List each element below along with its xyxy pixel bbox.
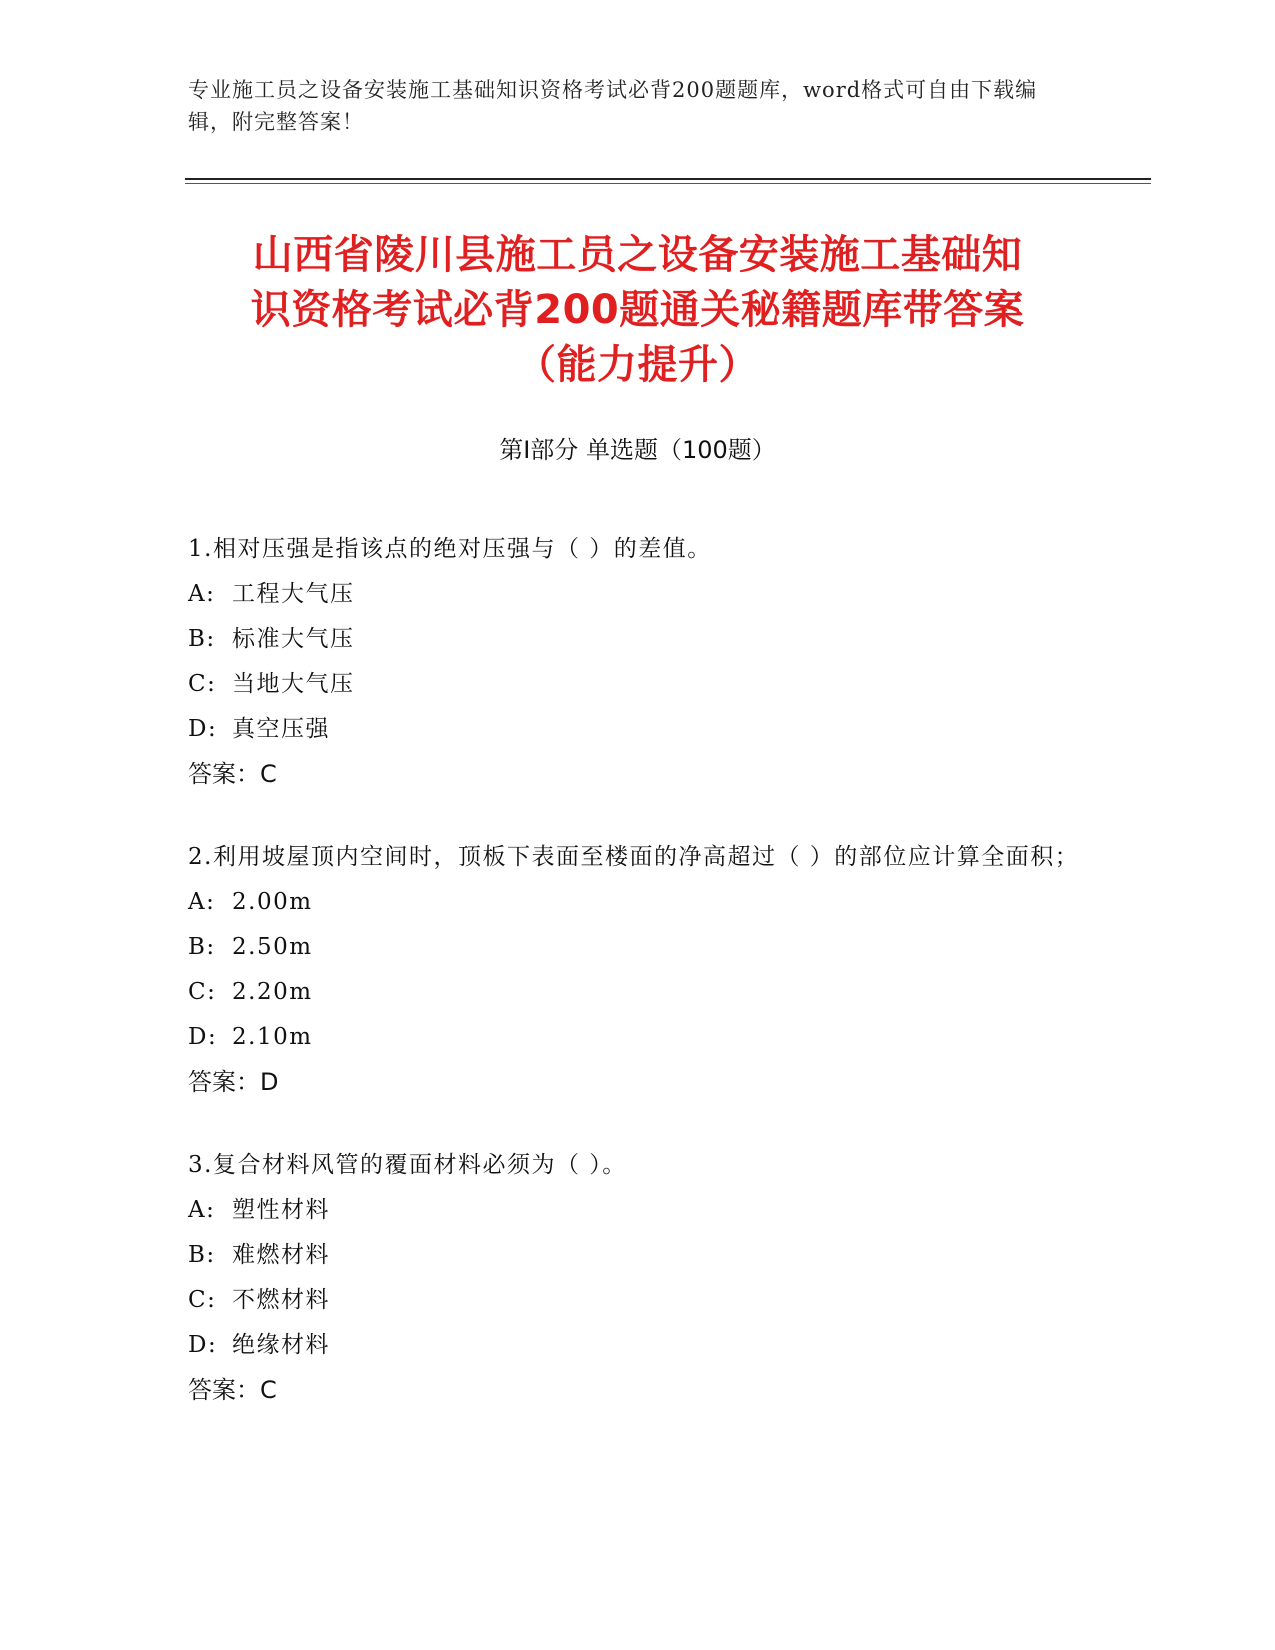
answer: 答案：D <box>188 1068 279 1096</box>
document-title <box>150 228 1125 393</box>
option-text: 不燃材料 <box>232 1287 330 1313</box>
option-key: D: <box>188 1024 218 1050</box>
option-text: 难燃材料 <box>232 1242 330 1268</box>
option-key: C: <box>188 979 217 1005</box>
answer: 答案：C <box>188 1376 277 1404</box>
option-key: B: <box>188 626 216 652</box>
option-text: 当地大气压 <box>232 671 355 697</box>
header-divider-thick <box>185 178 1151 180</box>
question-list <box>188 527 1088 1451</box>
option-d <box>188 707 1088 752</box>
option-key: D: <box>188 1332 218 1358</box>
option-key: C: <box>188 671 217 697</box>
question-2 <box>188 835 1088 1105</box>
option-text: 塑性材料 <box>232 1197 330 1223</box>
document-title-line-3: （能力提升） <box>516 342 759 388</box>
option-key: B: <box>188 1242 216 1268</box>
option-key: B: <box>188 934 216 960</box>
option-text: 真空压强 <box>232 716 330 742</box>
option-b <box>188 617 1088 662</box>
document-title-line-2: 识资格考试必背200题通关秘籍题库带答案 <box>250 287 1025 333</box>
option-d <box>188 1015 1088 1060</box>
question-text: 1.相对压强是指该点的绝对压强与（ ）的差值。 <box>188 536 712 562</box>
option-key: A: <box>188 581 216 607</box>
option-text: 绝缘材料 <box>232 1332 330 1358</box>
option-text: 工程大气压 <box>232 581 355 607</box>
option-text: 2.10m <box>232 1024 313 1050</box>
option-a <box>188 1188 1088 1233</box>
option-key: D: <box>188 716 218 742</box>
option-text: 2.20m <box>232 979 313 1005</box>
option-b <box>188 1233 1088 1278</box>
question-3 <box>188 1143 1088 1413</box>
option-key: C: <box>188 1287 217 1313</box>
question-text: 3.复合材料风管的覆面材料必须为（ ）。 <box>188 1152 627 1178</box>
option-a <box>188 572 1088 617</box>
option-text: 标准大气压 <box>232 626 355 652</box>
option-c <box>188 662 1088 707</box>
option-b <box>188 925 1088 970</box>
question-text: 2.利用坡屋顶内空间时，顶板下表面至楼面的净高超过（ ）的部位应计算全面积； <box>188 844 1080 870</box>
header-divider-thin <box>185 183 1151 184</box>
option-d <box>188 1323 1088 1368</box>
option-text: 2.50m <box>232 934 313 960</box>
option-text: 2.00m <box>232 889 313 915</box>
option-c <box>188 1278 1088 1323</box>
answer: 答案：C <box>188 760 277 788</box>
document-title-line-1: 山西省陵川县施工员之设备安装施工基础知 <box>252 232 1023 278</box>
option-a <box>188 880 1088 925</box>
question-1 <box>188 527 1088 797</box>
option-c <box>188 970 1088 1015</box>
option-key: A: <box>188 1197 216 1223</box>
section-title: 第Ⅰ部分 单选题（100题） <box>499 436 776 464</box>
header-note: 专业施工员之设备安装施工基础知识资格考试必背200题题库，word格式可自由下载编辑，附完整答案！ <box>188 78 1038 134</box>
option-key: A: <box>188 889 216 915</box>
